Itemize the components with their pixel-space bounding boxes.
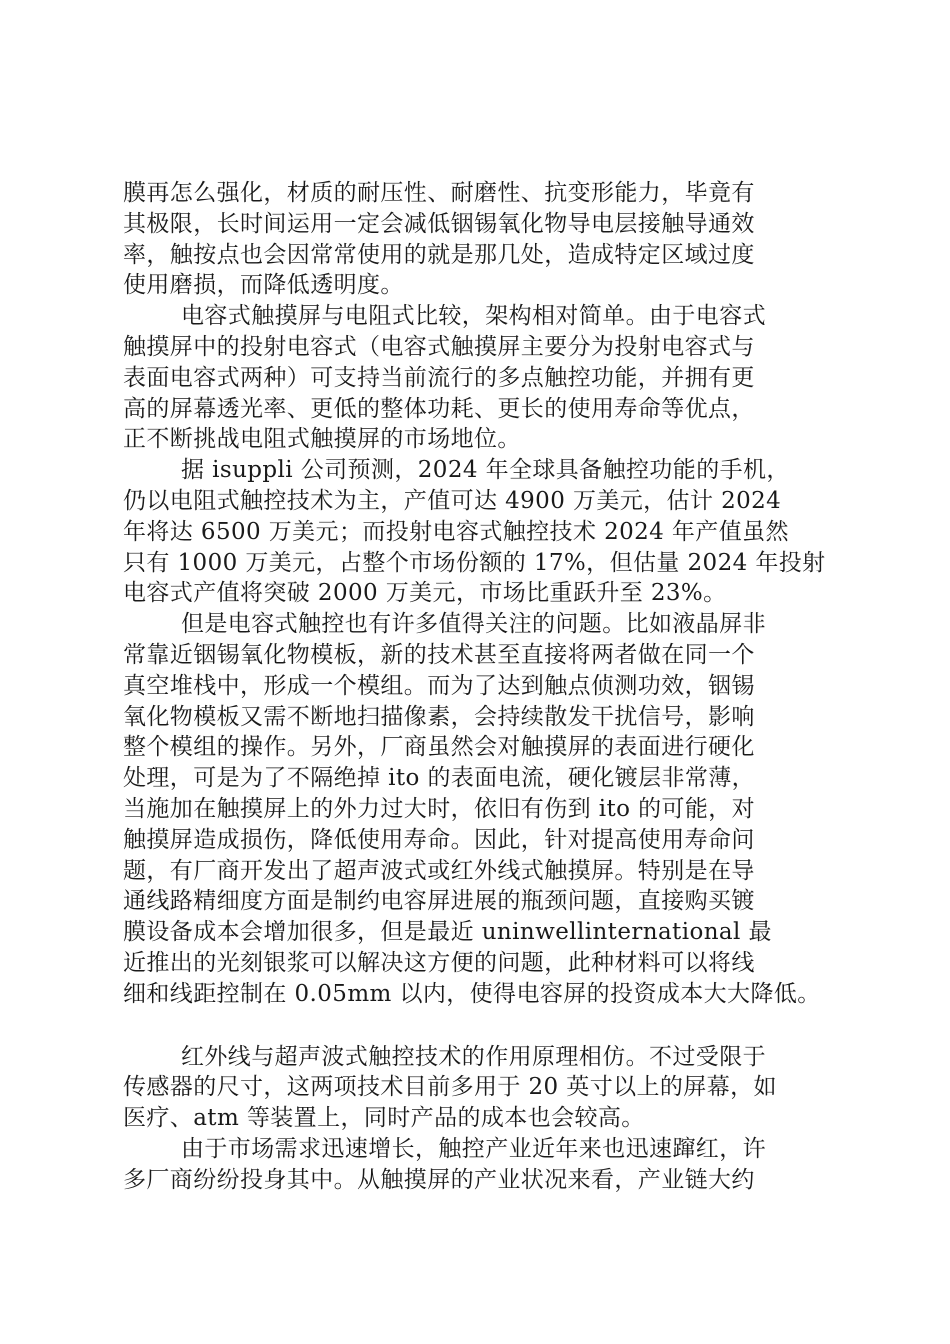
text-line: 当施加在触摸屏上的外力过大时，依旧有伤到 ito 的可能，对	[123, 795, 756, 822]
text-line: 细和线距控制在 0.05mm 以内，使得电容屏的投资成本大大降低。	[123, 980, 821, 1007]
text-line: 其极限，长时间运用一定会减低铟锡氧化物导电层接触导通效	[123, 210, 755, 237]
text-line: 表面电容式两种）可支持当前流行的多点触控功能，并拥有更	[123, 364, 755, 391]
text-line: 膜再怎么强化，材质的耐压性、耐磨性、抗变形能力，毕竟有	[123, 180, 755, 206]
text-line: 只有 1000 万美元，占整个市场份额的 17%，但估量 2024 年投射	[123, 549, 826, 576]
text-line: 高的屏幕透光率、更低的整体功耗、更长的使用寿命等优点，	[123, 395, 755, 422]
paragraph-1	[123, 178, 843, 301]
paragraph-6	[123, 1134, 843, 1196]
text-line: 由于市场需求迅速增长，触控产业近年来也迅速蹿红，许	[181, 1135, 766, 1162]
text-line: 触摸屏中的投射电容式（电容式触摸屏主要分为投射电容式与	[123, 333, 755, 360]
paragraph-3	[123, 455, 843, 609]
text-line: 处理，可是为了不隔绝掉 ito 的表面电流，硬化镀层非常薄，	[123, 765, 756, 792]
document-body	[123, 178, 843, 1196]
text-line: 电容式触摸屏与电阻式比较，架构相对简单。由于电容式	[181, 303, 766, 330]
text-line: 电容式产值将突破 2000 万美元，市场比重跃升至 23%。	[123, 580, 727, 607]
text-line: 但是电容式触控也有许多值得关注的问题。比如液晶屏非	[181, 611, 766, 638]
text-line: 近推出的光刻银浆可以解决这方便的问题，此种材料可以将线	[123, 949, 755, 976]
text-line: 仍以电阻式触控技术为主，产值可达 4900 万美元，估计 2024	[123, 487, 782, 514]
paragraph-5	[123, 1042, 843, 1134]
text-line: 题，有厂商开发出了超声波式或红外线式触摸屏。特别是在导	[123, 857, 755, 884]
text-line: 多厂商纷纷投身其中。从触摸屏的产业状况来看，产业链大约	[123, 1166, 755, 1193]
text-line: 触摸屏造成损伤，降低使用寿命。因此，针对提高使用寿命问	[123, 826, 755, 853]
text-line: 膜设备成本会增加很多，但是最近 uninwellinternational 最	[123, 919, 772, 946]
text-line: 传感器的尺寸，这两项技术目前多用于 20 英寸以上的屏幕，如	[123, 1074, 777, 1101]
paragraph-4	[123, 609, 843, 1009]
text-line: 通线路精细度方面是制约电容屏进展的瓶颈问题，直接购买镀	[123, 888, 755, 915]
text-line: 红外线与超声波式触控技术的作用原理相仿。不过受限于	[181, 1043, 766, 1070]
paragraph-2	[123, 301, 843, 455]
text-line: 率，触按点也会因常常使用的就是那几处，造成特定区域过度	[123, 241, 755, 268]
text-line: 氧化物模板又需不断地扫描像素，会持续散发干扰信号，影响	[123, 703, 755, 730]
text-line: 常靠近铟锡氧化物模板，新的技术甚至直接将两者做在同一个	[123, 641, 755, 668]
text-line: 真空堆栈中，形成一个模组。而为了达到触点侦测功效，铟锡	[123, 672, 755, 699]
text-line: 据 isuppli 公司预测，2024 年全球具备触控功能的手机，	[181, 457, 790, 484]
text-line: 年将达 6500 万美元；而投射电容式触控技术 2024 年产值虽然	[123, 518, 789, 545]
text-line: 使用磨损，而降低透明度。	[123, 272, 404, 299]
text-line: 医疗、atm 等装置上，同时产品的成本也会较高。	[123, 1105, 645, 1132]
text-line: 整个模组的操作。另外，厂商虽然会对触摸屏的表面进行硬化	[123, 734, 755, 761]
text-line: 正不断挑战电阻式触摸屏的市场地位。	[123, 426, 521, 453]
paragraph-gap	[123, 1010, 843, 1042]
